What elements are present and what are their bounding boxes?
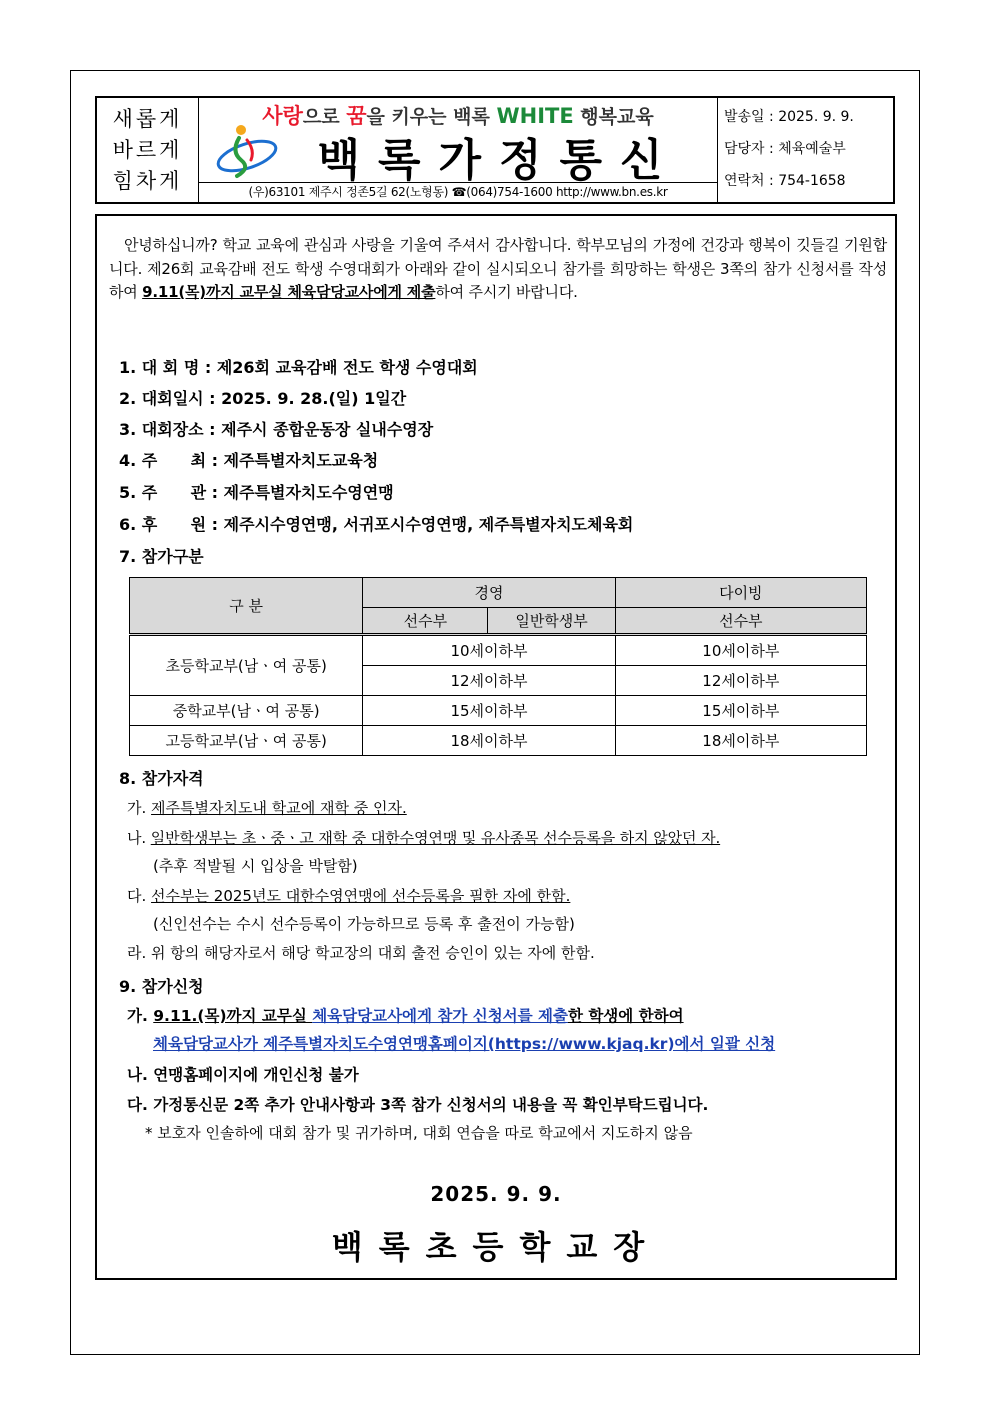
qualification-b-note: (추후 적발될 시 입상을 박탈함)	[153, 857, 358, 875]
table-cell-dive: 10세이하부	[615, 635, 866, 666]
contact: 연락처 : 754-1658	[724, 173, 846, 189]
table-header-dive-elite: 선수부	[615, 608, 866, 635]
motto-line-3: 힘차게	[112, 169, 183, 193]
qualification-c: 다. 선수부는 2025년도 대한수영연맹에 선수등록을 필한 자에 한함.	[127, 887, 571, 905]
school-address: (우)63101 제주시 정존5길 62(노형동) ☎(064)754-1600 http://www.bn.es.kr	[199, 182, 717, 202]
table-header-category: 구 분	[130, 578, 363, 635]
school-motto	[97, 98, 199, 202]
table-cell-group: 중학교부(남ㆍ여 공통)	[130, 696, 363, 726]
table-cell-dive: 18세이하부	[615, 726, 866, 756]
table-header-swim-general: 일반학생부	[488, 608, 615, 635]
table-header-swim-elite: 선수부	[363, 608, 488, 635]
qualification-heading: 8. 참가자격	[119, 769, 204, 788]
qualification-d: 라. 위 항의 해당자로서 해당 학교장의 대회 출전 승인이 있는 자에 한함.	[127, 944, 595, 962]
item-host: 4. 주 최 : 제주특별자치도교육청	[119, 451, 379, 470]
category-table	[129, 577, 867, 756]
manager: 담당자 : 체육예술부	[724, 141, 846, 157]
table-cell-dive: 12세이하부	[615, 666, 866, 696]
issue-info	[717, 98, 893, 202]
table-row	[130, 696, 867, 726]
qualification-b: 나. 일반학생부는 초ㆍ중ㆍ고 재학 중 대한수영연맹 및 유사종목 선수등록을 하지 않았던 자.	[127, 829, 721, 847]
table-cell-swim: 10세이하부	[363, 635, 615, 666]
qualification-c-note: (신인선수는 수시 선수등록이 가능하므로 등록 후 출전이 가능함)	[153, 915, 575, 933]
qualification-a: 가. 제주특별자치도내 학교에 재학 중 인자.	[127, 799, 407, 817]
school-slogan: 사랑으로 꿈을 키우는 백록 WHITE 행복교육	[262, 104, 654, 128]
table-header-swim: 경영	[363, 578, 615, 608]
table-cell-group: 초등학교부(남ㆍ여 공통)	[130, 635, 363, 696]
item-sponsor: 6. 후 원 : 제주시수영연맹, 서귀포시수영연맹, 제주특별자치도체육회	[119, 515, 634, 534]
issue-date: 발송일 : 2025. 9. 9.	[724, 109, 854, 125]
table-cell-dive: 15세이하부	[615, 696, 866, 726]
item-event-name: 1. 대 회 명 : 제26회 교육감배 전도 학생 수영대회	[119, 358, 478, 377]
application-heading: 9. 참가신청	[119, 977, 204, 996]
application-note: * 보호자 인솔하에 대회 참가 및 귀가하며, 대회 연습을 따로 학교에서 지도하지 않음	[145, 1124, 693, 1142]
table-row	[130, 726, 867, 756]
motto-line-2: 바르게	[112, 138, 183, 162]
newsletter-body	[95, 214, 897, 1280]
item-category-heading: 7. 참가구분	[119, 547, 204, 566]
school-logo-icon	[211, 120, 281, 180]
principal-signature: 백록초등학교장	[331, 1228, 661, 1266]
application-a-line2: 체육담당교사가 제주특별자치도수영연맹홈페이지(https://www.kjaq.kr)에서 일괄 신청	[153, 1035, 776, 1053]
newsletter-title: 백록가정통신	[317, 135, 681, 186]
table-cell-group: 고등학교부(남ㆍ여 공통)	[130, 726, 363, 756]
header-center	[199, 98, 717, 202]
application-b: 나. 연맹홈페이지에 개인신청 불가	[127, 1066, 359, 1084]
footer-date: 2025. 9. 9.	[430, 1182, 562, 1206]
item-event-venue: 3. 대회장소 : 제주시 종합운동장 실내수영장	[119, 420, 434, 439]
item-organizer: 5. 주 관 : 제주특별자치도수영연맹	[119, 483, 394, 502]
application-c: 다. 가정통신문 2쪽 추가 안내사항과 3쪽 참가 신청서의 내용을 꼭 확인부탁드립니다.	[127, 1096, 709, 1114]
deadline-emphasis: 9.11(목)까지 교무실 체육담당교사에게 제출	[142, 283, 436, 302]
table-cell-swim: 15세이하부	[363, 696, 615, 726]
table-cell-swim: 12세이하부	[363, 666, 615, 696]
intro-paragraph: 안녕하십니까? 학교 교육에 관심과 사랑을 기울여 주셔서 감사합니다. 학부모님의 가정에 건강과 행복이 깃들길 기원합니다. 제26회 교육감배 전도 학생 수영대회가 아래와 같이 실시되오니 참가를 희망하는 학생은 3쪽의 참가 신청서를 작성하여 9.11(목)까지 교무실 체육담당교사에게 제출하여 주시기 바랍니다.	[109, 236, 887, 302]
application-a: 가. 9.11.(목)까지 교무실 체육담당교사에게 참가 신청서를 제출한 학생에 한하여	[127, 1007, 684, 1025]
motto-line-1: 새롭게	[112, 107, 183, 131]
item-event-date: 2. 대회일시 : 2025. 9. 28.(일) 1일간	[119, 389, 407, 408]
newsletter-header	[95, 96, 895, 204]
table-header-dive: 다이빙	[615, 578, 866, 608]
table-row	[130, 635, 867, 666]
table-cell-swim: 18세이하부	[363, 726, 615, 756]
